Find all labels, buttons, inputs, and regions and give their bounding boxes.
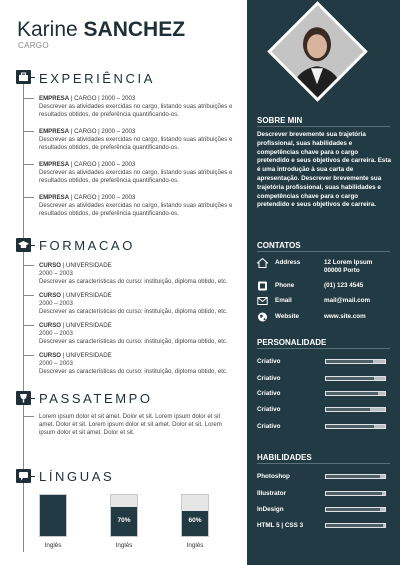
years: 2000 – 2003: [39, 330, 73, 337]
language-percent: 70%: [117, 517, 131, 524]
language-name: Inglês: [44, 542, 62, 549]
course-description: Descrever as características do curso: instituição, diploma obtido, etc.: [39, 278, 228, 285]
language-fill: [40, 495, 66, 536]
skill-bar-fill: [326, 492, 382, 495]
course-description: Descrever as características do curso: instituição, diploma obtido, etc.: [39, 338, 228, 345]
university: | UNIVERSIDADE: [61, 262, 112, 269]
full-name: [17, 18, 185, 42]
language-percent: 60%: [188, 517, 202, 524]
experience-entry: [39, 128, 239, 152]
contact-value: 12 Lorem Ipsum 00000 Porto: [324, 259, 373, 274]
person-icon: [267, 4, 367, 101]
years: 2000 – 2003: [39, 300, 73, 307]
trait-name: Criativo: [257, 375, 281, 382]
language-level: [39, 494, 67, 537]
home-icon: [257, 258, 268, 268]
company: EMPRESA: [39, 128, 70, 135]
trait-bar-fill: [326, 377, 374, 380]
trait-name: Criativo: [257, 423, 281, 430]
skills-title: HABILIDADES: [257, 453, 312, 462]
education-title: FORMACAO: [39, 238, 135, 253]
experience-entry: [39, 161, 239, 185]
course: CURSO: [39, 262, 62, 269]
personality-title: PERSONALIDADE: [257, 338, 327, 347]
phone-icon: [257, 281, 268, 291]
email-icon: [257, 296, 268, 306]
section-dash: [31, 77, 35, 78]
contact-label: Phone: [275, 282, 295, 289]
course: CURSO: [39, 292, 62, 299]
globe-icon: [257, 312, 268, 322]
trait-bar: [325, 359, 386, 364]
education-entry: [39, 352, 239, 376]
timeline-tick: [23, 355, 34, 356]
trait-name: Criativo: [257, 358, 281, 365]
course: CURSO: [39, 322, 62, 329]
trait-bar: [325, 391, 386, 396]
timeline-tick: [23, 164, 34, 165]
timeline-tick: [23, 295, 34, 296]
about-title: SOBRE MIN: [257, 116, 303, 125]
skill-bar: [325, 507, 386, 512]
university: | UNIVERSIDADE: [61, 292, 112, 299]
trait-bar-fill: [326, 408, 370, 411]
job-description: Descrever as atividades exercidas no cargo, listando suas atribuições e resultados obtidos, de preferência quantificando-os.: [39, 202, 233, 217]
skill-bar-fill: [326, 475, 380, 478]
hobby-icon: [16, 391, 31, 405]
divider: [257, 251, 390, 252]
timeline-tick: [23, 98, 34, 99]
course-description: Descrever as características do curso: instituição, diploma obtido, etc.: [39, 308, 228, 315]
course: CURSO: [39, 352, 62, 359]
trait-bar: [325, 424, 386, 429]
skill-name: InDesign: [257, 506, 284, 513]
contact-value: (01) 123 4545: [324, 282, 364, 289]
last-name: SANCHEZ: [83, 18, 186, 41]
contact-value: mail@mail.com: [324, 297, 371, 304]
language-icon: [16, 469, 31, 483]
skill-bar: [325, 523, 386, 528]
divider: [257, 126, 390, 127]
course-description: Descrever as características do curso: instituição, diploma obtido, etc.: [39, 368, 228, 375]
divider: [257, 348, 390, 349]
years: 2000 – 2003: [39, 360, 73, 367]
skill-bar-fill: [326, 524, 383, 527]
job-description: Descrever as atividades exercidas no cargo, listando suas atribuições e resultados obtidos, de preferência quantificando-os.: [39, 169, 233, 184]
timeline-tick: [23, 265, 34, 266]
university: | UNIVERSIDADE: [61, 322, 112, 329]
trait-bar: [325, 376, 386, 381]
education-entry: [39, 322, 239, 346]
education-entry: [39, 262, 239, 286]
section-dash: [31, 398, 35, 399]
trait-name: Criativo: [257, 406, 281, 413]
years: 2000 – 2003: [39, 270, 73, 277]
language-level: [110, 494, 138, 537]
sidebar-panel: [247, 0, 400, 565]
skill-bar: [325, 474, 386, 479]
hobbies-text: Lorem ipsum dolor et sit amet. Dolor et sit. Lorem ipsum dolor et sit amet. Dolor et sit. Lorem ipsum dolor et sit amet. Dolor et sit. Lorem ipsum dolor et sit amet. Dolor et sit.: [39, 413, 222, 436]
job-meta: | CARGO | 2000 – 2003: [69, 194, 136, 201]
language-level: [181, 494, 209, 537]
experience-entry: [39, 194, 239, 218]
about-text: Descrever brevemente sua trajetória profissional, suas habilidades e competências chave para o cargo pretendido e seus objetivos de carreira. Esta é uma introdução à sua carta de apresentação. Descrever brevemente sua trajetória profissional, suas habilidades e competências chave para o cargo pretendido e seus objetivos de carreira.: [257, 131, 392, 209]
profile-photo: [267, 1, 367, 101]
education-entry: [39, 292, 239, 316]
trait-name: Criativo: [257, 390, 281, 397]
experience-entry: [39, 95, 239, 119]
trait-bar-fill: [326, 360, 373, 363]
skill-name: Illustrator: [257, 490, 287, 497]
trait-bar-fill: [326, 425, 374, 428]
company: EMPRESA: [39, 161, 70, 168]
skill-name: HTML 5 | CSS 3: [257, 522, 304, 529]
contact-label: Address: [275, 259, 301, 266]
job-description: Descrever as atividades exercidas no cargo, listando suas atribuições e resultados obtidos, de preferência quantificando-os.: [39, 136, 233, 151]
contact-label: Website: [275, 313, 300, 320]
contact-value: www.site.com: [324, 313, 366, 320]
timeline-tick: [23, 416, 34, 417]
language-name: Inglês: [186, 542, 204, 549]
timeline-tick: [23, 325, 34, 326]
skill-name: Photoshop: [257, 473, 290, 480]
university: | UNIVERSIDADE: [61, 352, 112, 359]
divider: [257, 463, 390, 464]
contacts-title: CONTATOS: [257, 241, 301, 250]
skill-bar-fill: [326, 508, 380, 511]
first-name: Karine: [17, 18, 78, 41]
job-title: CARGO: [18, 41, 49, 50]
timeline-tick: [23, 197, 34, 198]
briefcase-icon: [16, 70, 31, 84]
graduation-cap-icon: [16, 238, 31, 252]
languages-title: LÍNGUAS: [39, 469, 115, 484]
company: EMPRESA: [39, 194, 70, 201]
language-name: Inglês: [115, 542, 133, 549]
section-dash: [31, 245, 35, 246]
section-dash: [31, 476, 35, 477]
job-meta: | CARGO | 2000 – 2003: [69, 95, 136, 102]
experience-title: EXPERIÊNCIA: [39, 71, 156, 86]
hobbies-title: PASSATEMPO: [39, 391, 153, 406]
contact-label: Email: [275, 297, 292, 304]
timeline-tick: [23, 131, 34, 132]
company: EMPRESA: [39, 95, 70, 102]
trait-bar: [325, 407, 386, 412]
job-description: Descrever as atividades exercidas no cargo, listando suas atribuições e resultados obtidos, de preferência quantificando-os.: [39, 103, 233, 118]
job-meta: | CARGO | 2000 – 2003: [69, 161, 136, 168]
skill-bar: [325, 491, 386, 496]
job-meta: | CARGO | 2000 – 2003: [69, 128, 136, 135]
trait-bar-fill: [326, 392, 378, 395]
